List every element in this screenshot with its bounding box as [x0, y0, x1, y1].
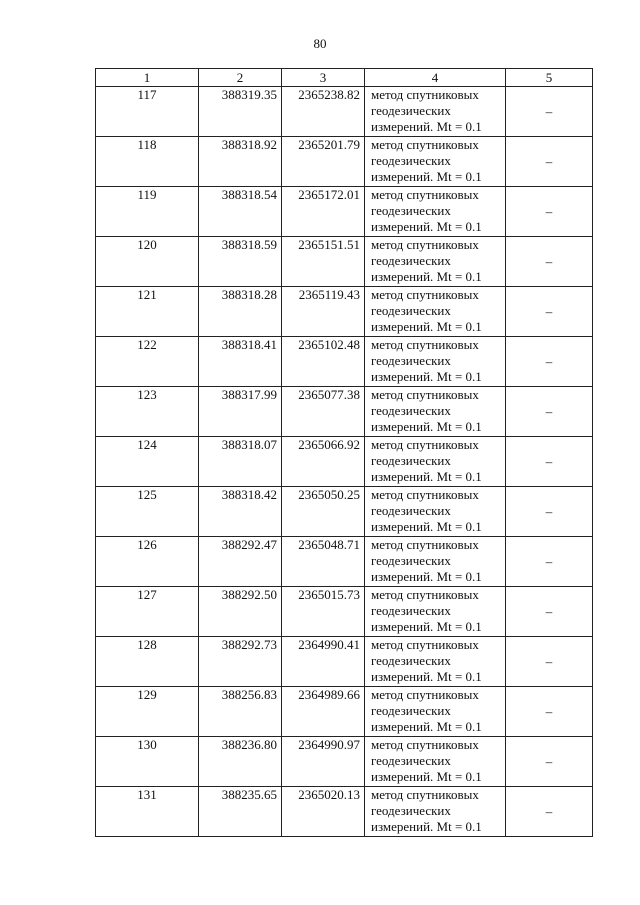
measurement-method-line: измерений. Mt = 0.1 [371, 469, 482, 484]
measurement-method-line: метод спутниковых [371, 787, 479, 802]
table-header-row [96, 69, 593, 87]
column-5-value: – [506, 187, 593, 237]
coordinate-y: 2365050.25 [282, 487, 365, 537]
column-5-value: – [506, 487, 593, 537]
measurement-method [365, 737, 506, 787]
coordinate-y: 2365020.13 [282, 787, 365, 837]
table-row [96, 637, 593, 687]
header-col-3: 3 [282, 69, 365, 87]
point-number: 130 [96, 737, 199, 787]
coordinate-y: 2365015.73 [282, 587, 365, 637]
measurement-method-line: измерений. Mt = 0.1 [371, 319, 482, 334]
measurement-method [365, 237, 506, 287]
measurement-method-line: метод спутниковых [371, 137, 479, 152]
point-number: 122 [96, 337, 199, 387]
measurement-method [365, 337, 506, 387]
point-number: 120 [96, 237, 199, 287]
coordinate-y: 2365201.79 [282, 137, 365, 187]
column-5-value: – [506, 587, 593, 637]
coordinate-x: 388318.54 [199, 187, 282, 237]
measurement-method-line: геодезических [371, 653, 451, 668]
column-5-value: – [506, 737, 593, 787]
page-number: 80 [313, 36, 327, 51]
coordinate-y: 2365238.82 [282, 87, 365, 137]
coordinate-y: 2364990.41 [282, 637, 365, 687]
point-number: 129 [96, 687, 199, 737]
table-row [96, 237, 593, 287]
measurement-method-line: измерений. Mt = 0.1 [371, 669, 482, 684]
coordinate-y: 2365066.92 [282, 437, 365, 487]
table-row [96, 137, 593, 187]
point-number: 131 [96, 787, 199, 837]
measurement-method-line: метод спутниковых [371, 637, 479, 652]
measurement-method-line: метод спутниковых [371, 487, 479, 502]
measurement-method-line: метод спутниковых [371, 287, 479, 302]
measurement-method-line: геодезических [371, 203, 451, 218]
column-5-value: – [506, 437, 593, 487]
column-5-value: – [506, 337, 593, 387]
table-row [96, 387, 593, 437]
measurement-method-line: геодезических [371, 353, 451, 368]
table-row [96, 87, 593, 137]
coordinate-x: 388235.65 [199, 787, 282, 837]
measurement-method-line: метод спутниковых [371, 687, 479, 702]
column-5-value: – [506, 787, 593, 837]
coordinate-y: 2364990.97 [282, 737, 365, 787]
table-row [96, 737, 593, 787]
coordinate-x: 388292.47 [199, 537, 282, 587]
measurement-method-line: геодезических [371, 253, 451, 268]
measurement-method-line: геодезических [371, 503, 451, 518]
measurement-method-line: измерений. Mt = 0.1 [371, 819, 482, 834]
column-5-value: – [506, 637, 593, 687]
point-number: 128 [96, 637, 199, 687]
table-row [96, 287, 593, 337]
measurement-method-line: измерений. Mt = 0.1 [371, 719, 482, 734]
column-5-value: – [506, 237, 593, 287]
coordinate-x: 388318.42 [199, 487, 282, 537]
measurement-method-line: метод спутниковых [371, 237, 479, 252]
measurement-method-line: геодезических [371, 403, 451, 418]
coordinate-y: 2365119.43 [282, 287, 365, 337]
measurement-method [365, 787, 506, 837]
header-col-4: 4 [365, 69, 506, 87]
header-col-5: 5 [506, 69, 593, 87]
measurement-method-line: геодезических [371, 303, 451, 318]
coordinate-x: 388236.80 [199, 737, 282, 787]
measurement-method-line: измерений. Mt = 0.1 [371, 269, 482, 284]
point-number: 127 [96, 587, 199, 637]
measurement-method-line: метод спутниковых [371, 337, 479, 352]
measurement-method [365, 387, 506, 437]
measurement-method [365, 187, 506, 237]
measurement-method [365, 487, 506, 537]
coordinate-x: 388318.59 [199, 237, 282, 287]
coordinate-x: 388319.35 [199, 87, 282, 137]
point-number: 119 [96, 187, 199, 237]
measurement-method-line: измерений. Mt = 0.1 [371, 569, 482, 584]
measurement-method [365, 537, 506, 587]
coordinates-table [95, 68, 593, 837]
measurement-method-line: геодезических [371, 703, 451, 718]
measurement-method [365, 637, 506, 687]
point-number: 121 [96, 287, 199, 337]
coordinate-x: 388318.07 [199, 437, 282, 487]
measurement-method-line: метод спутниковых [371, 87, 479, 102]
table-row [96, 187, 593, 237]
column-5-value: – [506, 687, 593, 737]
table-body [96, 87, 593, 837]
measurement-method-line: геодезических [371, 603, 451, 618]
measurement-method-line: геодезических [371, 103, 451, 118]
coordinate-y: 2364989.66 [282, 687, 365, 737]
measurement-method-line: метод спутниковых [371, 737, 479, 752]
measurement-method-line: геодезических [371, 753, 451, 768]
point-number: 126 [96, 537, 199, 587]
coordinate-y: 2365102.48 [282, 337, 365, 387]
column-5-value: – [506, 137, 593, 187]
measurement-method-line: метод спутниковых [371, 387, 479, 402]
table-row [96, 587, 593, 637]
table-row [96, 337, 593, 387]
measurement-method [365, 137, 506, 187]
measurement-method-line: геодезических [371, 153, 451, 168]
measurement-method [365, 287, 506, 337]
measurement-method [365, 687, 506, 737]
coordinate-x: 388318.92 [199, 137, 282, 187]
coordinate-y: 2365151.51 [282, 237, 365, 287]
coordinate-x: 388256.83 [199, 687, 282, 737]
column-5-value: – [506, 387, 593, 437]
header-col-1: 1 [96, 69, 199, 87]
measurement-method-line: геодезических [371, 553, 451, 568]
measurement-method-line: метод спутниковых [371, 187, 479, 202]
point-number: 117 [96, 87, 199, 137]
table-row [96, 437, 593, 487]
point-number: 118 [96, 137, 199, 187]
measurement-method-line: метод спутниковых [371, 537, 479, 552]
measurement-method-line: геодезических [371, 803, 451, 818]
measurement-method [365, 437, 506, 487]
coordinate-x: 388318.28 [199, 287, 282, 337]
coordinate-y: 2365048.71 [282, 537, 365, 587]
column-5-value: – [506, 87, 593, 137]
coordinate-y: 2365172.01 [282, 187, 365, 237]
measurement-method-line: измерений. Mt = 0.1 [371, 619, 482, 634]
measurement-method-line: измерений. Mt = 0.1 [371, 769, 482, 784]
coordinate-x: 388317.99 [199, 387, 282, 437]
column-5-value: – [506, 287, 593, 337]
measurement-method-line: измерений. Mt = 0.1 [371, 369, 482, 384]
coordinate-x: 388292.73 [199, 637, 282, 687]
measurement-method-line: метод спутниковых [371, 437, 479, 452]
point-number: 125 [96, 487, 199, 537]
header-col-2: 2 [199, 69, 282, 87]
column-5-value: – [506, 537, 593, 587]
point-number: 123 [96, 387, 199, 437]
table-row [96, 487, 593, 537]
measurement-method-line: измерений. Mt = 0.1 [371, 169, 482, 184]
table-row [96, 787, 593, 837]
measurement-method-line: измерений. Mt = 0.1 [371, 519, 482, 534]
table-row [96, 687, 593, 737]
measurement-method-line: метод спутниковых [371, 587, 479, 602]
measurement-method [365, 87, 506, 137]
measurement-method-line: измерений. Mt = 0.1 [371, 419, 482, 434]
point-number: 124 [96, 437, 199, 487]
measurement-method-line: измерений. Mt = 0.1 [371, 119, 482, 134]
measurement-method [365, 587, 506, 637]
coordinate-x: 388292.50 [199, 587, 282, 637]
measurement-method-line: геодезических [371, 453, 451, 468]
coordinate-x: 388318.41 [199, 337, 282, 387]
measurement-method-line: измерений. Mt = 0.1 [371, 219, 482, 234]
table-row [96, 537, 593, 587]
coordinate-y: 2365077.38 [282, 387, 365, 437]
